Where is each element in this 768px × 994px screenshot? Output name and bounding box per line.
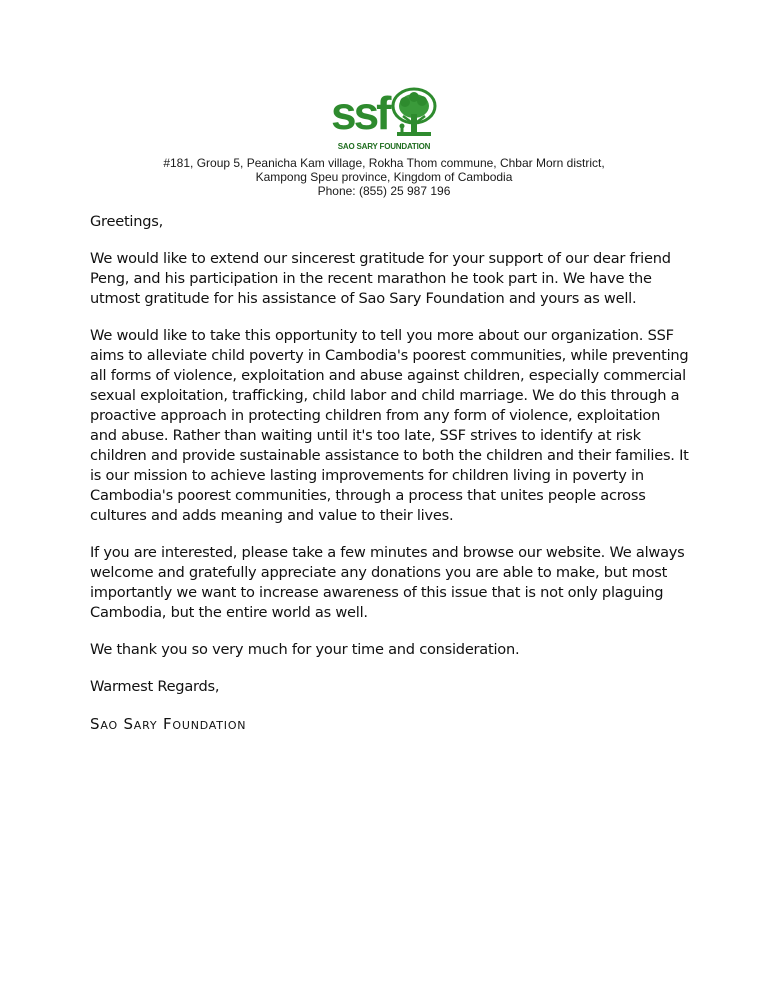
paragraph-thanks: We thank you so very much for your time and consideration. — [90, 641, 520, 658]
paragraph-website: If you are interested, please take a few minutes and browse our website. We always welcome and gratefully appreciate any donations you are able to make, but most importantly we want to increase awareness of this issue that is not only plaguing Cambodia, but the entire world as well. — [90, 544, 685, 621]
closing: Warmest Regards, — [90, 678, 220, 695]
paragraph-organization: We would like to take this opportunity to tell you more about our organization. SSF aims to alleviate child poverty in Cambodia's poorest communities, while preventing all forms of violence, exploitation and abuse against children, especially commercial sexual exploitation, trafficking, child labor and child marriage. We do this through a proactive approach in protecting children from any form of violence, exploitation and abuse. Rather than waiting until it's too late, SSF strives to identify at risk children and provide sustainable assistance to both the children and their families. It is our mission to achieve lasting improvements for children living in poverty in Cambodia's poorest communities, through a process that unites people across cultures and adds meaning and value to their lives. — [90, 327, 689, 524]
letter-body — [90, 212, 690, 751]
paragraph-gratitude: We would like to extend our sincerest gratitude for your support of our dear friend Peng, and his participation in the recent marathon he took part in. We have the utmost gratitude for his assistance of Sao Sary Foundation and yours as well. — [90, 250, 671, 307]
address-line-1: #181, Group 5, Peanicha Kam village, Rokha Thom commune, Chbar Morn district, — [163, 156, 605, 170]
phone-line: Phone: (855) 25 987 196 — [317, 184, 451, 198]
logo-caption: SAO SARY FOUNDATION — [337, 142, 431, 151]
greeting: Greetings, — [90, 213, 163, 230]
logo-wordmark: ssf — [331, 87, 389, 139]
tree-icon — [391, 86, 437, 142]
signature: Sao Sary Foundation — [90, 715, 247, 733]
ssf-logo — [329, 86, 439, 156]
letterhead — [0, 86, 768, 198]
address-line-2: Kampong Speu province, Kingdom of Cambodia — [255, 170, 513, 184]
